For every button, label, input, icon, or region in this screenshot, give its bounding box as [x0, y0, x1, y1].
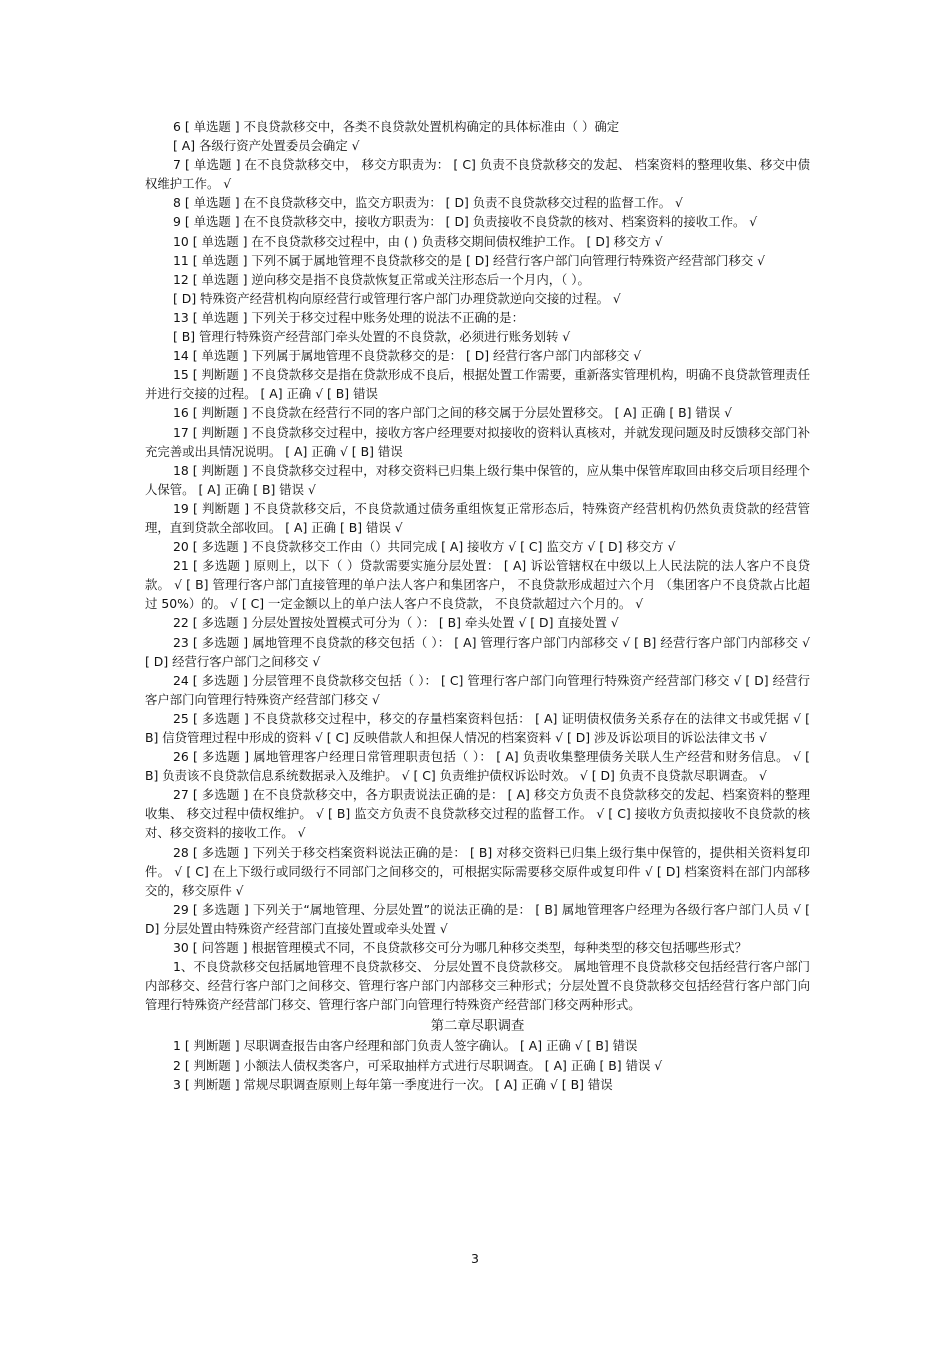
question-paragraph: [ D] 特殊资产经营机构向原经营行或管理行客户部门办理贷款逆向交接的过程。 √ [173, 290, 621, 306]
question-paragraph: 1、不良贷款移交包括属地管理不良贷款移交、 分层处置不良贷款移交。 属地管理不良贷款移交包括经营行客户部门内部移交、经营行客户部门之间移交、管理行客户部门内部移交三种形式；分层处置不良贷款移交包括经营行客户部门向管理行特殊资产经营部门移交、管理行客户部门向管理行特殊资产经营部门移交两种形式。 [145, 959, 810, 1013]
question-paragraph: 18 [ 判断题 ] 不良贷款移交过程中，对移交资料已归集上级行集中保管的，应从集中保管库取回由移交后项目经理个人保管。 [ A] 正确 [ B] 错误 √ [145, 462, 810, 497]
question-paragraph: 19 [ 判断题 ] 不良贷款移交后，不良贷款通过债务重组恢复正常形态后，特殊资产经营机构仍然负责贷款的经营管理，直到贷款全部收回。 [ A] 正确 [ B] 错误 √ [145, 500, 810, 535]
question-paragraph: 20 [ 多选题 ] 不良贷款移交工作由（）共同完成 [ A] 接收方 √ [ C] 监交方 √ [ D] 移交方 √ [173, 539, 676, 555]
question-paragraph: 6 [ 单选题 ] 不良贷款移交中，各类不良贷款处置机构确定的具体标准由（ ）确定 [173, 119, 620, 134]
question-paragraph: 15 [ 判断题 ] 不良贷款移交是指在贷款形成不良后，根据处置工作需要，重新落实管理机构，明确不良贷款管理责任并进行交接的过程。 [ A] 正确 √ [ B] 错误 [145, 367, 810, 402]
page-content [145, 117, 810, 1094]
question-paragraph: 22 [ 多选题 ] 分层处置按处置模式可分为（ ）： [ B] 牵头处置 √ [ D] 直接处置 √ [173, 615, 619, 631]
question-paragraph: 30 [ 问答题 ] 根据管理模式不同，不良贷款移交可分为哪几种移交类型，每种类型的移交包括哪些形式？ [173, 940, 747, 956]
question-paragraph: 12 [ 单选题 ] 逆向移交是指不良贷款恢复正常或关注形态后一个月内，（ ）。 [173, 271, 590, 287]
chapter-question-paragraph: 3 [ 判断题 ] 常规尽职调查原则上每年第一季度进行一次。 [ A] 正确 √ [ B] 错误 [173, 1076, 613, 1092]
question-paragraph: 13 [ 单选题 ] 下列关于移交过程中账务处理的说法不正确的是： [173, 309, 524, 325]
question-paragraph: 24 [ 多选题 ] 分层管理不良贷款移交包括（ ）： [ C] 管理行客户部门向管理行特殊资产经营部门移交 √ [ D] 经营行客户部门向管理行特殊资产经营部门移交 √ [145, 672, 810, 707]
question-paragraph: 7 [ 单选题 ] 在不良贷款移交中， 移交方职责为： [ C] 负责不良贷款移交的发起、 档案资料的整理收集、移交中债权维护工作。 √ [145, 157, 810, 192]
chapter-question-list [145, 1036, 810, 1093]
chapter-question-paragraph: 2 [ 判断题 ] 小额法人债权类客户，可采取抽样方式进行尽职调查。 [ A] 正确 [ B] 错误 √ [173, 1057, 663, 1073]
question-paragraph: 8 [ 单选题 ] 在不良贷款移交中，监交方职责为： [ D] 负责不良贷款移交过程的监督工作。 √ [173, 195, 683, 211]
question-paragraph: 23 [ 多选题 ] 属地管理不良贷款的移交包括（ ）： [ A] 管理行客户部门内部移交 √ [ B] 经营行客户部门内部移交 √ [ D] 经营行客户部门之间移交 √ [145, 634, 810, 669]
question-paragraph: 21 [ 多选题 ] 原则上，以下（ ）贷款需要实施分层处置： [ A] 诉讼管辖权在中级以上人民法院的法人客户不良贷款。 √ [ B] 管理行客户部门直接管理的单户法人客户和集团客户， 不良贷款形成超过六个月 （集团客户不良贷款占比超过 50%）的。 √ [ C] 一定金额以上的单户法人客户不良贷款， 不良贷款超过六个月的。 √ [145, 558, 810, 612]
question-paragraph: 9 [ 单选题 ] 在不良贷款移交中，接收方职责为： [ D] 负责接收不良贷款的核对、档案资料的接收工作。 √ [173, 214, 758, 230]
question-paragraph: 14 [ 单选题 ] 下列属于属地管理不良贷款移交的是： [ D] 经营行客户部门内部移交 √ [173, 348, 642, 364]
question-paragraph: 28 [ 多选题 ] 下列关于移交档案资料说法正确的是： [ B] 对移交资料已归集上级行集中保管的，提供相关资料复印件。 √ [ C] 在上下级行或同级行不同部门之间移交的，可根据实际需要移交原件或复印件 √ [ D] 档案资料在部门内部移交的，移交原件 √ [145, 844, 810, 898]
question-paragraph: 16 [ 判断题 ] 不良贷款在经营行不同的客户部门之间的移交属于分层处置移交。 [ A] 正确 [ B] 错误 √ [173, 405, 733, 421]
page-number: 3 [471, 1251, 479, 1266]
question-list [145, 117, 810, 1014]
question-paragraph: 27 [ 多选题 ] 在不良贷款移交中，各方职责说法正确的是： [ A] 移交方负责不良贷款移交的发起、档案资料的整理收集、 移交过程中债权维护。 √ [ B] 监交方负责不良贷款移交过程的监督工作。 √ [ C] 接收方负责拟接收不良贷款的核对、移交资料的接收工作。 √ [145, 787, 810, 841]
question-paragraph: [ A] 各级行资产处置委员会确定 √ [173, 138, 360, 154]
question-paragraph: 29 [ 多选题 ] 下列关于“属地管理、分层处置”的说法正确的是： [ B] 属地管理客户经理为各级行客户部门人员 √ [ D] 分层处置由特殊资产经营部门直接处置或牵头处置 √ [145, 901, 810, 936]
question-paragraph: 17 [ 判断题 ] 不良贷款移交过程中，接收方客户经理要对拟接收的资料认真核对，并就发现问题及时反馈移交部门补充完善或出具情况说明。 [ A] 正确 √ [ B] 错误 [145, 424, 810, 459]
question-paragraph: 11 [ 单选题 ] 下列不属于属地管理不良贷款移交的是 [ D] 经营行客户部门向管理行特殊资产经营部门移交 √ [173, 252, 766, 268]
chapter-heading: 第二章尽职调查 [430, 1019, 525, 1035]
chapter-question-paragraph: 1 [ 判断题 ] 尽职调查报告由客户经理和部门负责人签字确认。 [ A] 正确 √ [ B] 错误 [173, 1038, 638, 1054]
question-paragraph: 25 [ 多选题 ] 不良贷款移交过程中，移交的存量档案资料包括： [ A] 证明债权债务关系存在的法律文书或凭据 √ [ B] 信贷管理过程中形成的资料 √ [ C] 反映借款人和担保人情况的档案资料 √ [ D] 涉及诉讼项目的诉讼法律文书 √ [145, 710, 810, 745]
question-paragraph: 10 [ 单选题 ] 在不良贷款移交过程中，由 ( ) 负责移交期间债权维护工作。 [ D] 移交方 √ [173, 233, 663, 249]
question-paragraph: [ B] 管理行特殊资产经营部门牵头处置的不良贷款，必须进行账务划转 √ [173, 329, 571, 345]
question-paragraph: 26 [ 多选题 ] 属地管理客户经理日常管理职责包括（ ）： [ A] 负责收集整理债务关联人生产经营和财务信息。 √ [ B] 负责该不良贷款信息系统数据录入及维护。 √ [ C] 负责维护债权诉讼时效。 √ [ D] 负责不良贷款尽职调查。 √ [145, 749, 810, 784]
